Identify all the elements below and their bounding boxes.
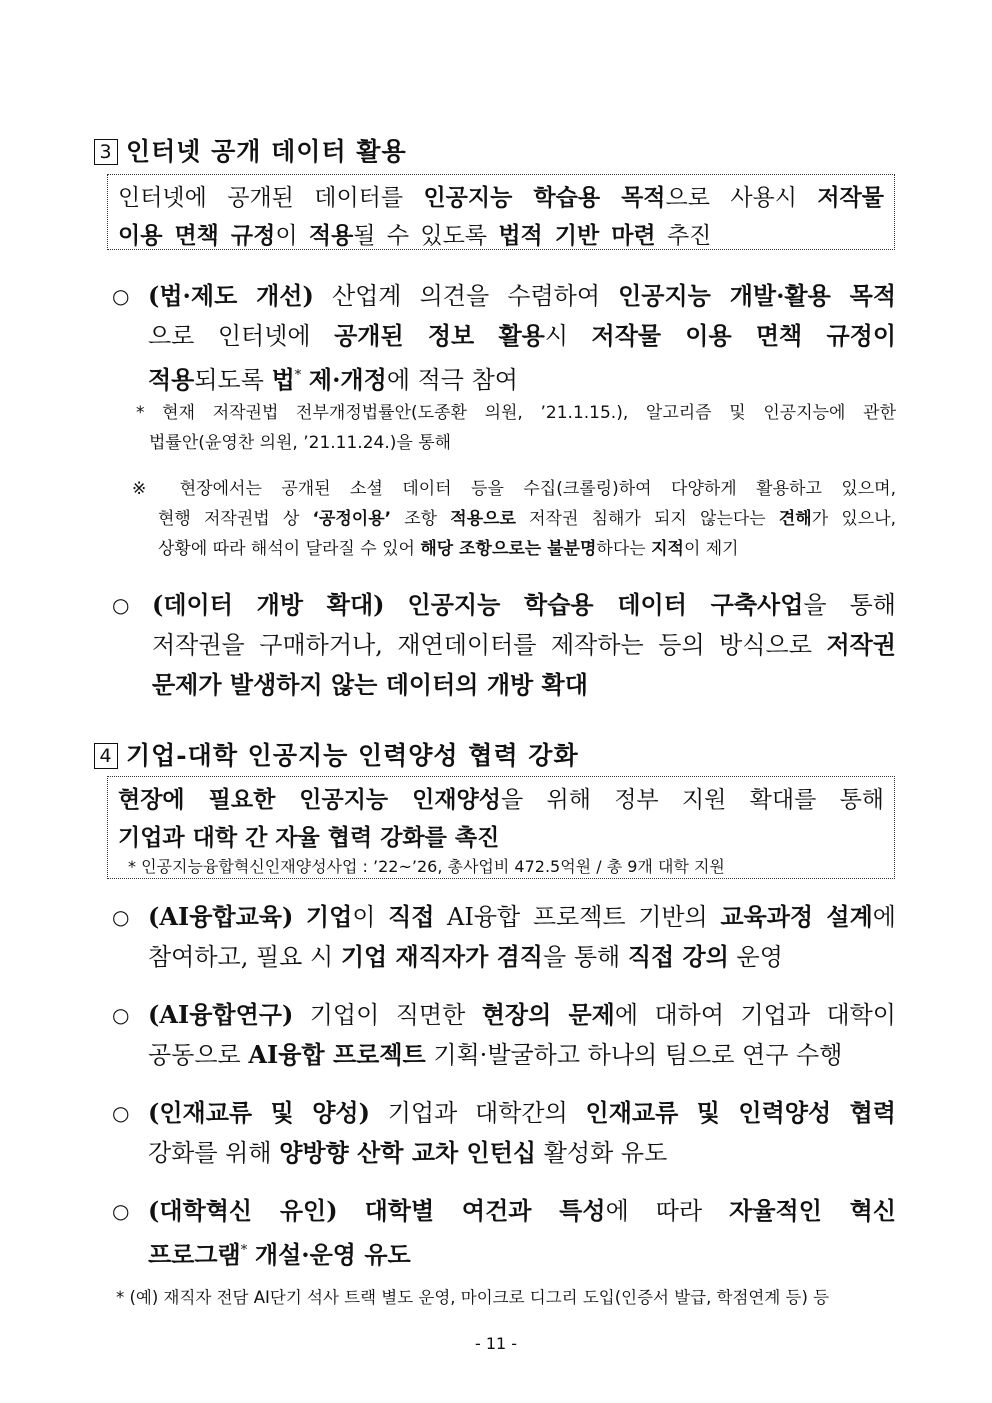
- note-crawling: ※ 현장에서는 공개된 소셜 데이터 등을 수집(크롤링)하여 다양하게 활용하고 있으며, 현행 저작권법 상 ‘공정이용’ 조항 적용으로 저작권 침해가 되지 않는다는 견해가 있으나, 상황에 따라 해석이 달라질 수 있어 해당 조항으로는 불분명하다는 지적이 제기: [132, 479, 896, 559]
- section-4-title: 4 기업-대학 인공지능 인력양성 협력 강화: [94, 736, 579, 772]
- summary-note: * 인공지능융합혁신인재양성사업 : ’22~’26, 총사업비 472.5억원 / 총 9개 대학 지원: [128, 857, 725, 876]
- section-3-title: 3 인터넷 공개 데이터 활용: [94, 132, 407, 168]
- bullet-circle-icon: ○: [112, 593, 130, 617]
- bullet-law-reform: ○ (법·제도 개선) 산업계 의견을 수렴하여 인공지능 개발·활용 목적 으로 인터넷에 공개된 정보 활용시 저작물 이용 면책 규정이 적용되도록 법* 제·개정에 적극 참여: [112, 276, 896, 400]
- section-number-box: 3: [94, 139, 118, 165]
- section-3-summary-box: [107, 174, 895, 250]
- bullet-circle-icon: ○: [112, 905, 130, 929]
- bullet-ai-research: ○ (AI융합연구) 기업이 직면한 현장의 문제에 대하여 기업과 대학이 공동으로 AI융합 프로젝트 기획·발굴하고 하나의 팀으로 연구 수행: [112, 995, 896, 1075]
- summary-line-2: 기업과 대학 간 자율 협력 강화를 촉진: [118, 824, 500, 851]
- section-4-summary-box: [107, 776, 895, 879]
- bullet-circle-icon: ○: [112, 1101, 130, 1125]
- bullet-circle-icon: ○: [112, 284, 130, 308]
- bullet-circle-icon: ○: [112, 1199, 130, 1223]
- section-number-box: 4: [94, 743, 118, 769]
- bullet-data-opening: ○ (데이터 개방 확대) 인공지능 학습용 데이터 구축사업을 통해 저작권을 구매하거나, 재연데이터를 제작하는 등의 방식으로 저작권 문제가 발생하지 않는 데이터의 개방 확대: [112, 585, 896, 705]
- bullet-circle-icon: ○: [112, 1003, 130, 1027]
- page-number: - 11 -: [474, 1334, 518, 1353]
- summary-line-2: 이용 면책 규정이 적용될 수 있도록 법적 기반 마련 추진: [118, 222, 712, 249]
- bullet-talent-exchange: ○ (인재교류 및 양성) 기업과 대학간의 인재교류 및 인력양성 협력 강화를 위해 양방향 산학 교차 인턴십 활성화 유도: [112, 1093, 896, 1173]
- footnote-bill: * 현재 저작권법 전부개정법률안(도종환 의원, ’21.1.15.), 알고리즘 및 인공지능에 관한 법률안(윤영찬 의원, ’21.11.24.)을 통해: [136, 403, 896, 453]
- summary-line-1: 인터넷에 공개된 데이터를 인공지능 학습용 목적으로 사용시 저작물: [118, 184, 884, 211]
- footnote-example: * (예) 재직자 전담 AI단기 석사 트랙 별도 운영, 마이크로 디그리 도입(인증서 발급, 학점연계 등) 등: [116, 1288, 830, 1307]
- summary-line-1: 현장에 필요한 인공지능 인재양성을 위해 정부 지원 확대를 통해: [118, 786, 884, 813]
- bullet-ai-education: ○ (AI융합교육) 기업이 직접 AI융합 프로젝트 기반의 교육과정 설계에 참여하고, 필요 시 기업 재직자가 겸직을 통해 직접 강의 운영: [112, 897, 896, 977]
- bullet-university-innovation: ○ (대학혁신 유인) 대학별 여건과 특성에 따라 자율적인 혁신 프로그램* 개설·운영 유도: [112, 1191, 896, 1275]
